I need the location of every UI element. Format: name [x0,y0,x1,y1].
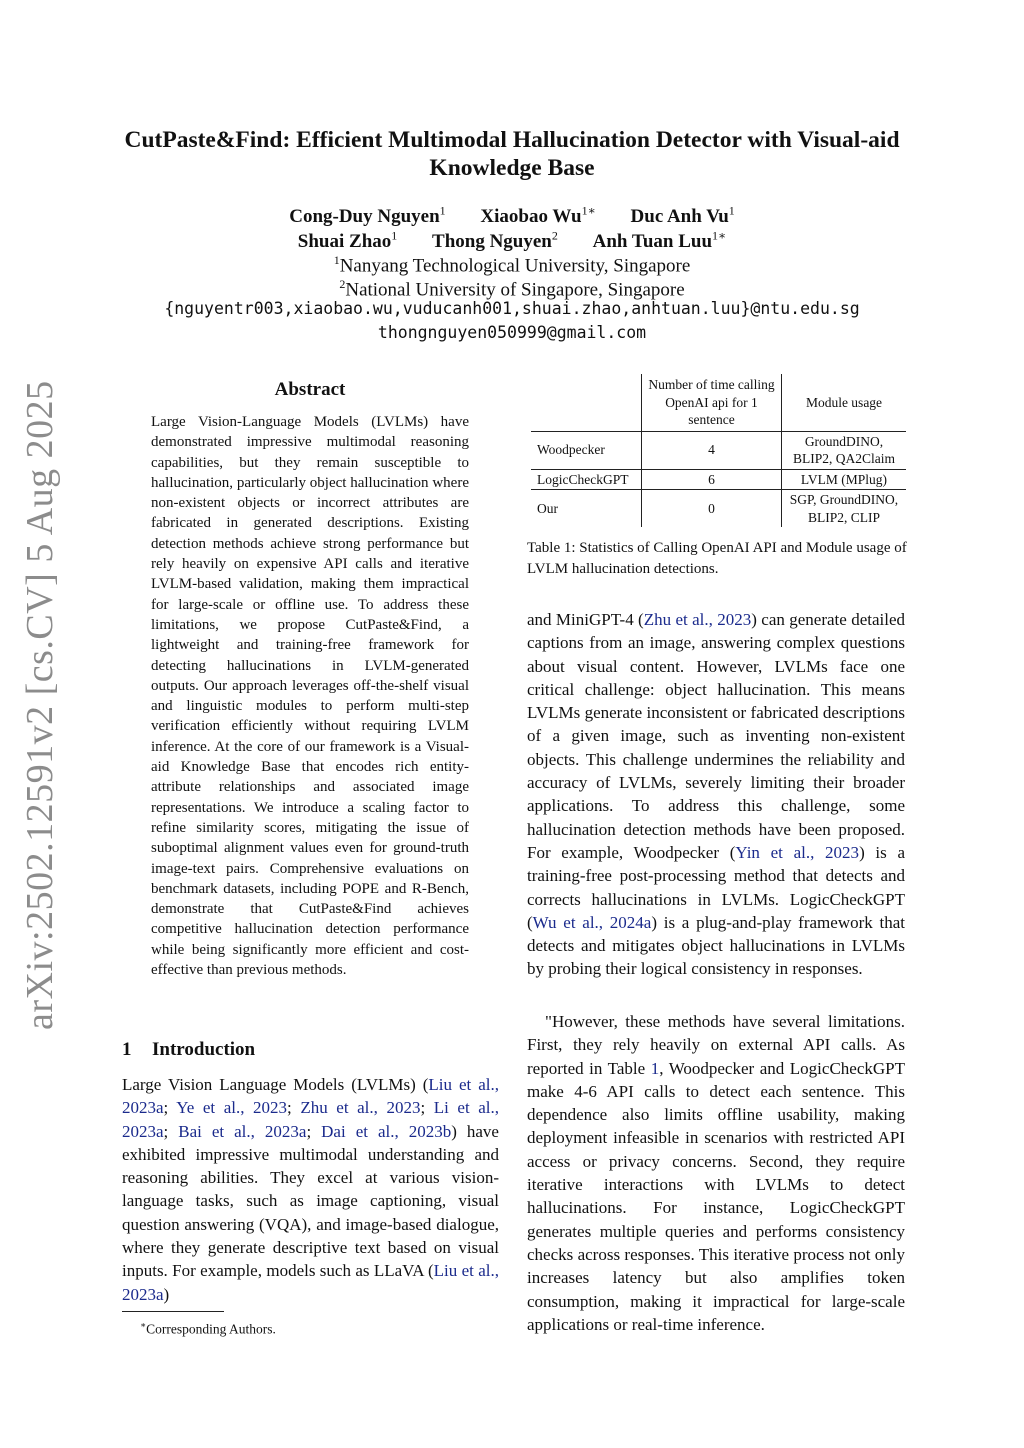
arxiv-stamp: arXiv:2502.12591v2 [cs.CV] 5 Aug 2025 [19,380,61,1030]
footnote-rule [122,1311,224,1312]
table-header-row [531,374,906,431]
table-header-cell: Number of time calling OpenAI api for 1 sentence [642,374,782,431]
table-cell-calls: 6 [642,469,782,490]
table-header-cell: Module usage [782,374,907,431]
citation-link[interactable]: Yin et al., 2023 [735,842,860,862]
section-title: Introduction [152,1039,256,1060]
email-line: {nguyentr003,xiaobao.wu,vuducanh001,shuai.zhao,anhtuan.luu}@ntu.edu.sg [164,299,860,318]
author-name: Xiaobao $Wu^{1∗}$ [480,204,596,228]
abstract-body: Large Vision-Language Models (LVLMs) have demonstrated impressive multimodal reasoning capabilities, but they remain susceptible to hallucination, particularly object hallucination where non-existent objects or incorrect attributes are fabricated in generated descriptions. Existing detection methods achieve strong performance but rely heavily on expensive API calls and iterative LVLM-based validation, making them impractical for large-scale or offline use. To address these limitations, we propose CutPaste&Find, a lightweight and training-free framework for detecting hallucinations in LVLM-generated outputs. Our approach leverages off-the-shelf visual and linguistic modules to perform multi-step verification efficiently without requiring LVLM inference. At the core of our framework is a Visual-aid Knowledge Base that encodes rich entity-attribute relationships and associated image representations. We introduce a scaling factor to refine similarity scores, mitigating the issue of suboptimal alignment values even for ground-truth image-text pairs. Comprehensive evaluations on benchmark datasets, including POPE and R-Bench, demonstrate that CutPaste&Find achieves competitive hallucination detection performance while being significantly more efficient and cost-effective than previous methods. [151,414,469,979]
table-header-cell [531,374,642,431]
statistics-table [531,374,906,527]
email-line: thongnguyen050999@gmail.com [377,323,647,342]
table-cell-modules: GroundDINO, BLIP2, QA2Claim [782,431,907,469]
citation-link[interactable]: Zhu et al., 2023 [300,1098,421,1118]
intro-paragraph: Large Vision Language Models (LVLMs) (Liu et al., 2023a; Ye et al., 2023; Zhu et al., 2023; Li et al., 2023a; Bai et al., 2023a; Dai et al., 2023b) have exhibited impressive multimodal understanding and reasoning abilities. They excel at various vision-language tasks, such as image captioning, visual question answering (VQA), and image-based dialogue, where they generate descriptive text based on visual inputs. For example, models such as LLaVA (Liu et al., 2023a) [122,1075,500,1304]
body-paragraph: "However, these methods have several limitations. First, they rely heavily on external API calls. As reported in Table 1, Woodpecker and LogicCheckGPT make 4-6 API calls to detect each sentence. This dependence also limits offline usability, making deployment infeasible in scenarios with restricted API access or privacy concerns. Second, they require iterative interactions with LVLMs to detect hallucinations. For instance, LogicCheckGPT generates multiple queries and performs consistency checks across responses. This iterative process not only increases latency but also amplifies token consumption, making it impractical for large-scale applications or real-time inference. [527,1012,905,1334]
author-name: Duc Anh Vu$^1$ [630,204,735,228]
table-row [531,469,906,490]
citation-link[interactable]: Li et al., 2023a [122,1098,500,1141]
body-paragraph: and MiniGPT-4 (Zhu et al., 2023) can generate detailed captions from an image, answering complex questions about visual content. However, LVLMs face one critical challenge: object hallucination. This means LVLMs generate inconsistent or fabricated descriptions of a given image, such as inventing non-existent objects. This challenge undermines the reliability and accuracy of LVLMs, severely limiting their broader applications. To address this challenge, some hallucination detection methods have been proposed. For example, Woodpecker (Yin et al., 2023) is a training-free post-processing method that detects and corrects hallucinations in LVLMs. LogicCheckGPT (Wu et al., 2024a) is a plug-and-play framework that detects and mitigates object hallucinations in LVLMs by probing their logical consistency in responses. [527,610,905,979]
section-number: 1 [122,1039,132,1060]
table-cell-method: Our [537,500,558,516]
citation-link[interactable]: Bai et al., 2023a [178,1121,307,1141]
table-cell-method: LogicCheckGPT [537,471,629,487]
affiliation: $^1$Nanyang Technological University, Singapore [333,253,691,277]
table-caption: Table 1: Statistics of Calling OpenAI API and Module usage of LVLM hallucination detections. [527,540,907,577]
paper-title: CutPaste&Find: Efficient Multimodal Hallucination Detector with Visual-aid Knowledge Base [124,127,900,181]
table-cell-calls: 0 [642,490,782,528]
citation-link[interactable]: Ye et al., 2023 [176,1098,288,1118]
citation-link[interactable]: Wu et al., 2024a [532,912,652,932]
table-row [531,490,906,528]
citation-link[interactable]: Dai et al., 2023b [321,1121,452,1141]
author-name: Shuai Zhao$^1$ [297,229,398,253]
table-cell-modules: SGP, GroundDINO, BLIP2, CLIP [782,490,907,528]
citation-link[interactable]: Liu et al., 2023a [122,1261,499,1304]
section-heading [122,1038,502,1062]
author-name: Cong-Duy Nguyen$^1$ [289,204,446,228]
citation-link[interactable]: Zhu et al., 2023 [643,610,752,629]
table-cell-calls: 4 [642,431,782,469]
abstract-heading: Abstract [274,379,346,400]
table-reference-link[interactable]: 1 [650,1058,660,1078]
table-row [531,431,906,469]
table-cell-method: Woodpecker [537,442,605,458]
author-name: Anh Tuan Luu$^{1∗}$ [592,229,727,253]
table-cell-modules: LVLM (MPlug) [782,469,907,490]
affiliation: $^2$National University of Singapore, Singapore [339,277,685,301]
author-name: Thong Nguyen$^2$ [432,229,558,253]
footnote: ∗Corresponding Authors. [140,1320,276,1337]
citation-link[interactable]: Liu et al., 2023a [122,1075,499,1118]
